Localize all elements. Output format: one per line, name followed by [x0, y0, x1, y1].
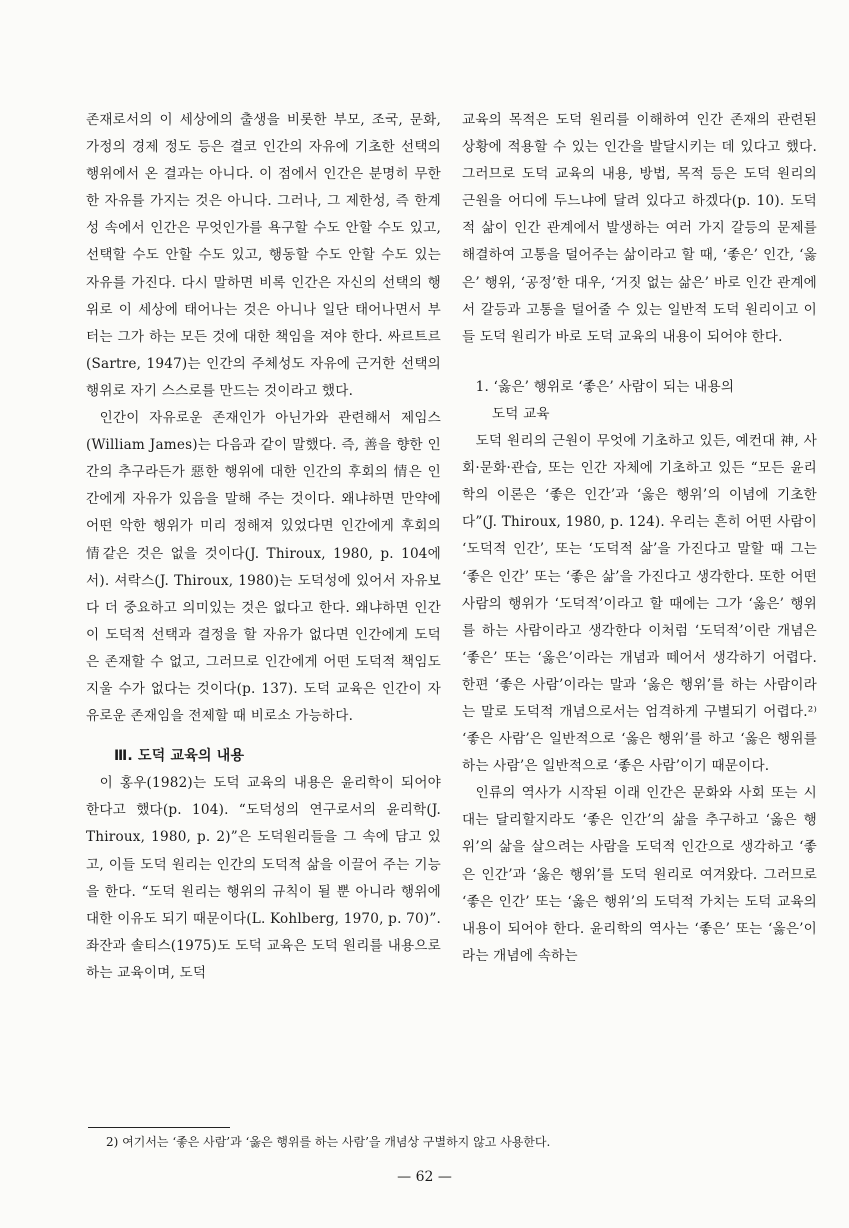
- left-paragraph-2: 인간이 자유로운 존재인가 아닌가와 관련해서 제임스(William James)는 다음과 같이 말했다. 즉, 善을 향한 인간의 추구라든가 惡한 행위에 대한 인간의 후회의 情은 인간에게 자유가 있음을 말해 주는 것이다. 왜냐하면 만약에 어떤 악한 행위가 미리 정해져 있었다면 인간에게 후회의 情같은 것은 없을 것이다(J. Thiroux, 1980, p. 104에서). 셔락스(J. Thiroux, 1980)는 도덕성에 있어서 자유보다 더 중요하고 의미있는 것은 없다고 한다. 왜냐하면 인간이 도덕적 선택과 결정을 할 자유가 없다면 인간에게 도덕은 존재할 수 없고, 그러므로 인간에게 어떤 도덕적 책임도 지울 수가 없다는 것이다(p. 137). 도덕 교육은 인간이 자유로운 존재임을 전제할 때 비로소 가능하다.: [86, 410, 441, 725]
- footnote: 2) 여기서는 ‘좋은 사람’과 ‘옳은 행위를 하는 사람’을 개념상 구별하지 않고 사용한다.: [106, 1135, 551, 1149]
- page-number: — 62 —: [397, 1169, 452, 1185]
- left-column: [86, 107, 441, 987]
- right-column: [462, 107, 817, 970]
- subsection-heading-line-1: 1. ‘옳은’ 행위로 ‘좋은’ 사람이 되는 내용의: [475, 378, 735, 395]
- right-paragraph-3: 인류의 역사가 시작된 이래 인간은 문화와 사회 또는 시대는 달리할지라도 ‘좋은 인간’의 삶을 추구하고 ‘옳은 행위’의 삶을 살으려는 사람을 도덕적 인간으로 생각하고 ‘좋은 인간’과 ‘옳은 행위’를 도덕 원리로 여겨왔다. 그러므로 ‘좋은 인간’ 또는 ‘옳은 행위’의 도덕적 가치는 도덕 교육의 내용이 되어야 한다. 윤리학의 역사는 ‘좋은’ 또는 ‘옳은’이라는 개념에 속하는: [462, 785, 817, 964]
- footnote-rule: [88, 1127, 230, 1128]
- section-heading: Ⅲ. 도덕 교육의 내용: [114, 748, 245, 765]
- right-paragraph-1: 교육의 목적은 도덕 원리를 이해하여 인간 존재의 관련된 상황에 적용할 수 있는 인간을 발달시키는 데 있다고 했다. 그러므로 도덕 교육의 내용, 방법, 목적 등은 도덕 원리의 근원을 어디에 두느냐에 달려 있다고 하겠다(p. 10). 도덕적 삶이 인간 관계에서 발생하는 여러 가지 갈등의 문제를 해결하여 고통을 덜어주는 삶이라고 할 때, ‘좋은’ 인간, ‘옳은’ 행위, ‘공정’한 대우, ‘거짓 없는 삶은’ 바로 인간 관계에서 갈등과 고통을 덜어줄 수 있는 일반적 도덕 원리이고 이들 도덕 원리가 바로 도덕 교육의 내용이 되어야 한다.: [462, 112, 817, 345]
- subsection-heading-line-2: 도덕 교육: [491, 405, 550, 422]
- left-paragraph-1: 존재로서의 이 세상에의 출생을 비롯한 부모, 조국, 문화, 가정의 경제 정도 등은 결코 인간의 자유에 기초한 선택의 행위에서 온 결과는 아니다. 이 점에서 인간은 분명히 무한한 자유를 가지는 것은 아니다. 그러나, 그 제한성, 즉 한계성 속에서 인간은 무엇인가를 욕구할 수도 안할 수도 있고, 선택할 수도 안할 수도 있고, 행동할 수도 안할 수도 있는 자유를 가진다. 다시 말하면 비록 인간은 자신의 선택의 행위로 이 세상에 태어나는 것은 아니나 일단 태어나면서 부터는 그가 하는 모든 것에 대한 책임을 져야 한다. 싸르트르(Sartre, 1947)는 인간의 주체성도 자유에 근거한 선택의 행위로 자기 스스로를 만드는 것이라고 했다.: [86, 112, 441, 399]
- subsection-heading: [462, 374, 817, 428]
- right-paragraph-2: 도덕 원리의 근원이 무엇에 기초하고 있든, 예컨대 神, 사회·문화·관습, 또는 인간 자체에 기초하고 있든 “모든 윤리학의 이론은 ‘좋은 인간’과 ‘옳은 행위’의 이념에 기초한다”(J. Thiroux, 1980, p. 124). 우리는 흔히 어떤 사람이 ‘도덕적 인간’, 또는 ‘도덕적 삶’을 가진다고 말할 때 그는 ‘좋은 인간’ 또는 ‘좋은 삶’을 가진다고 생각한다. 또한 어떤 사람의 행위가 ‘도덕적’이라고 할 때에는 그가 ‘옳은’ 행위를 하는 사람이라고 생각한다 이처럼 ‘도덕적’이란 개념은 ‘좋은’ 또는 ‘옳은’이라는 개념과 떼어서 생각하기 어렵다. 한편 ‘좋은 사람’이라는 말과 ‘옳은 행위’를 하는 사람이라는 말로 도덕적 개념으로서는 엄격하게 구별되기 어렵다.²⁾ ‘좋은 사람’은 일반적으로 ‘옳은 행위’를 하고 ‘옳은 행위를 하는 사람’은 일반적으로 ‘좋은 사람’이기 때문이다.: [462, 433, 817, 775]
- left-paragraph-3: 이 홍우(1982)는 도덕 교육의 내용은 윤리학이 되어야 한다고 했다(p. 104). “도덕성의 연구로서의 윤리학(J. Thiroux, 1980, p. 2)”은 도덕원리들을 그 속에 담고 있고, 이들 도덕 원리는 인간의 도덕적 삶을 이끌어 주는 기능을 한다. “도덕 원리는 행위의 규칙이 될 뿐 아니라 행위에 대한 이유도 되기 때문이다(L. Kohlberg, 1970, p. 70)”. 좌잔과 솔티스(1975)도 도덕 교육은 도덕 원리를 내용으로 하는 교육이며, 도덕: [86, 775, 441, 981]
